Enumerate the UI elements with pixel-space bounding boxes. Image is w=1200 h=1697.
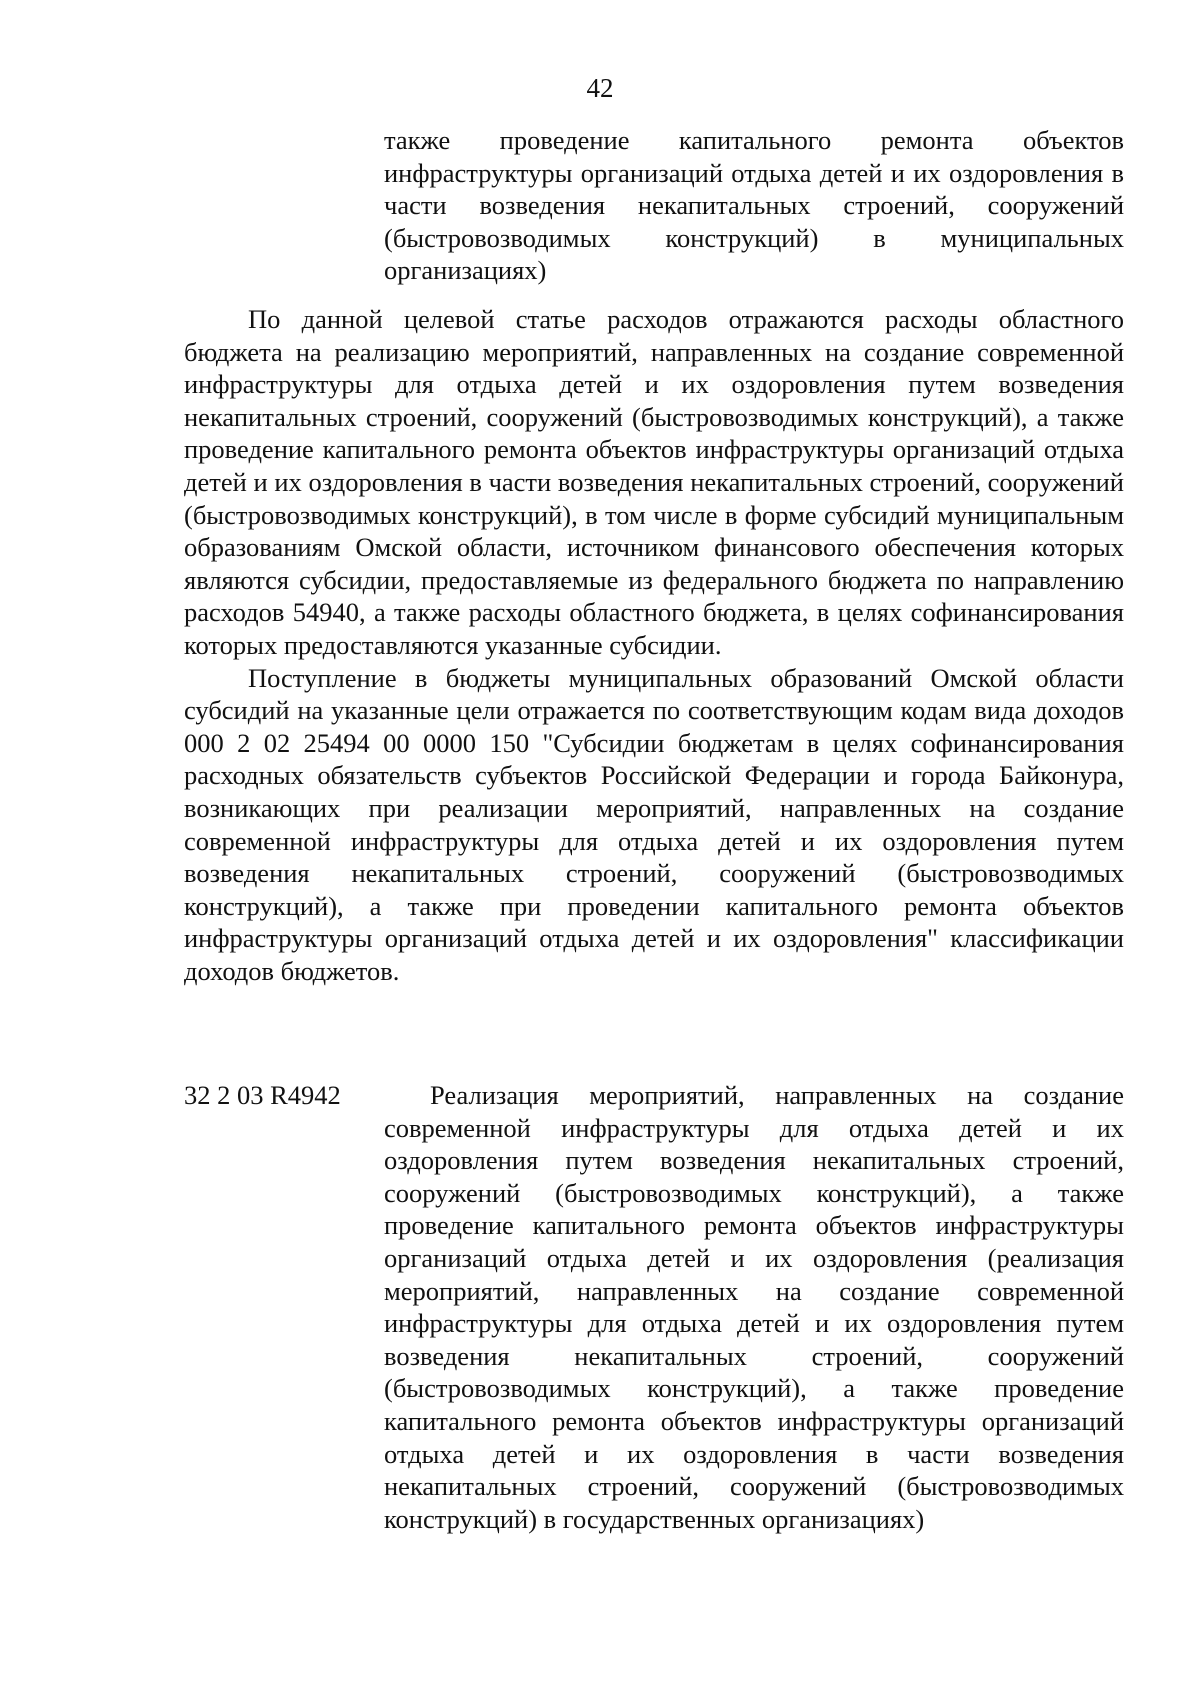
paragraph-expenditure-description: По данной целевой статье расходов отражаются расходы областного бюджета на реализацию мероприятий, направленных на создание современной инфраструктуры для отдыха детей и их оздоровления путем возведения некапитальных строений, сооружений (быстровозводимых конструкций), а также проведение капитального ремонта объектов инфраструктуры организаций отдыха детей и их оздоровления в части возведения некапитальных строений, сооружений (быстровозводимых конструкций), в том числе в форме субсидий муниципальным образованиям Омской области, источником финансового обеспечения которых являются субсидии, предоставляемые из федерального бюджета по направлению расходов 54940, а также расходы областного бюджета, в целях софинансирования которых предоставляются указанные субсидии. bbox=[184, 304, 1124, 660]
top-continuation-text: также проведение капитального ремонта объектов инфраструктуры организаций отдыха детей и их оздоровления в части возведения некапитальных строений, сооружений (быстровозводимых конструкций) в муниципальных организациях) bbox=[384, 125, 1124, 286]
paragraph-revenue-description: Поступление в бюджеты муниципальных образований Омской области субсидий на указанные цели отражается по соответствующим кодам вида доходов 000 2 02 25494 00 0000 150 "Субсидии бюджетам в целях софинансирования расходных обязательств субъектов Российской Федерации и города Байконура, возникающих при реализации мероприятий, направленных на создание современной инфраструктуры для отдыха детей и их оздоровления путем возведения некапитальных строений, сооружений (быстровозводимых конструкций), а также при проведении капитального ремонта объектов инфраструктуры организаций отдыха детей и их оздоровления" классификации доходов бюджетов. bbox=[184, 662, 1124, 986]
code-entry-code: 32 2 03 R4942 bbox=[184, 1080, 341, 1110]
code-entry-title: Реализация мероприятий, направленных на создание современной инфраструктуры для отдыха детей и их оздоровления путем возведения некапитальных строений, сооружений (быстровозводимых конструкций), а также проведение капитального ремонта объектов инфраструктуры организаций отдыха детей и их оздоровления (реализация мероприятий, направленных на создание современной инфраструктуры для отдыха детей и их оздоровления путем возведения некапитальных строений, сооружений (быстровозводимых конструкций), а также проведение капитального ремонта объектов инфраструктуры организаций отдыха детей и их оздоровления в части возведения некапитальных строений, сооружений (быстровозводимых конструкций) в государственных организациях) bbox=[384, 1080, 1124, 1534]
main-body bbox=[184, 303, 1124, 987]
page-number: 42 bbox=[586, 73, 614, 103]
